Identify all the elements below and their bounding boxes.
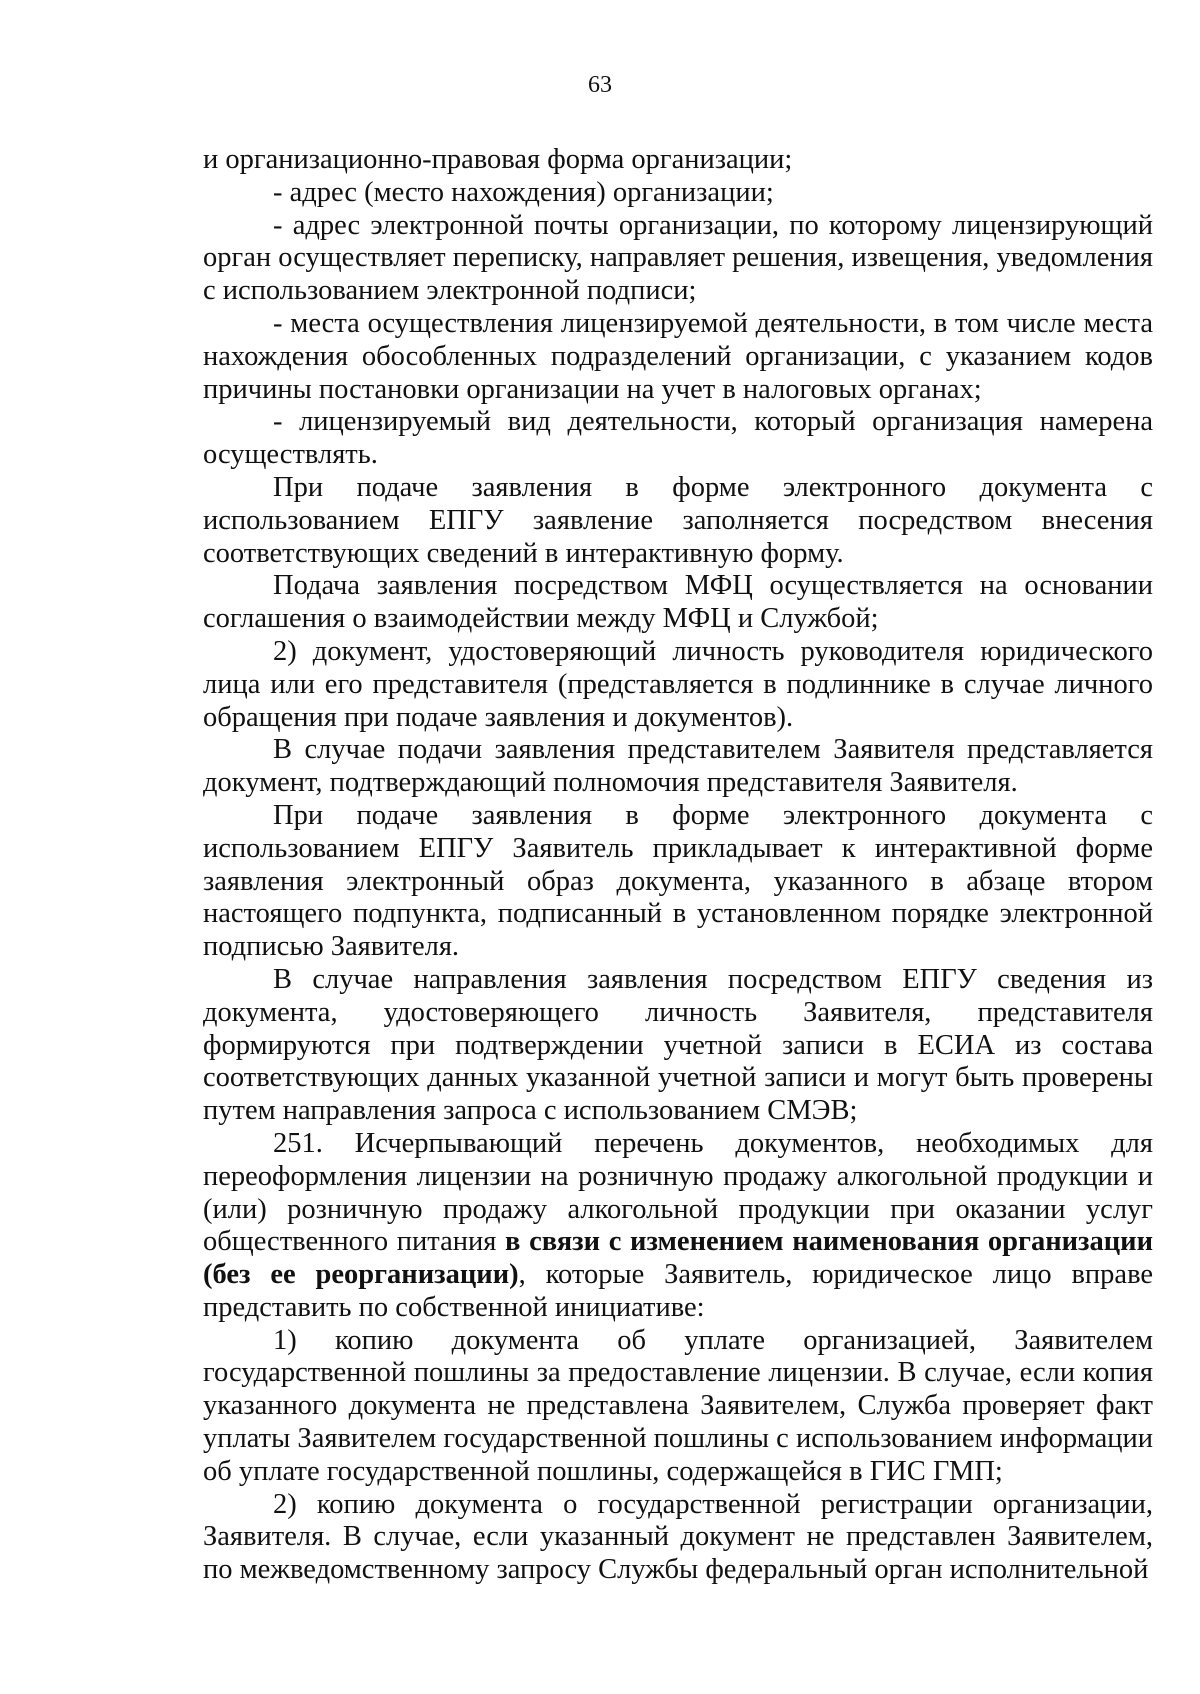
document-body [203, 144, 1153, 1587]
paragraph-4: - места осуществления лицензируемой деятельности, в том числе места нахождения обособленных подразделений организации, с указанием кодов причины постановки организации на учет в налоговых органах; [203, 307, 1153, 405]
paragraph-10: При подаче заявления в форме электронного документа с использованием ЕПГУ Заявитель прикладывает к интерактивной форме заявления электронный образ документа, указанного в абзаце втором настоящего подпункта, подписанный в установленном порядке электронной подписью Заявителя. [203, 799, 1153, 963]
paragraph-11: В случае направления заявления посредством ЕПГУ сведения из документа, удостоверяющего личность Заявителя, представителя формируются при подтверждении учетной записи в ЕСИА из состава соответствующих данных указанной учетной записи и могут быть проверены путем направления запроса с использованием СМЭВ; [203, 963, 1153, 1127]
paragraph-12-bold: в связи с изменением наименования организации (без ее реорганизации) [203, 1226, 1154, 1291]
paragraph-12 [203, 1128, 1153, 1325]
paragraph-14: 2) копию документа о государственной регистрации организации, Заявителя. В случае, если указанный документ не представлен Заявителем, по межведомственному запросу Службы федеральный орган исполнительной [203, 1488, 1153, 1586]
paragraph-8: 2) документ, удостоверяющий личность руководителя юридического лица или его представителя (представляется в подлиннике в случае личного обращения при подаче заявления и документов). [203, 635, 1153, 733]
paragraph-3: - адрес электронной почты организации, по которому лицензирующий орган осуществляет переписку, направляет решения, извещения, уведомления с использованием электронной подписи; [203, 209, 1153, 307]
paragraph-1: и организационно-правовая форма организации; [203, 144, 793, 175]
paragraph-12-end: , которые Заявитель, юридическое лицо вправе представить по собственной инициативе: [203, 1259, 1154, 1323]
paragraph-2: - адрес (место нахождения) организации; [273, 176, 774, 208]
paragraph-6: При подаче заявления в форме электронного документа с использованием ЕПГУ заявление заполняется посредством внесения соответствующих сведений в интерактивную форму. [203, 471, 1153, 569]
paragraph-5: - лицензируемый вид деятельности, который организация намерена осуществлять. [203, 406, 1153, 471]
page-number: 63 [588, 72, 612, 98]
paragraph-9: В случае подачи заявления представителем Заявителя представляется документ, подтверждающий полномочия представителя Заявителя. [203, 734, 1153, 799]
paragraph-12-start: 251. Исчерпывающий перечень документов, необходимых для переоформления лицензии на розничную продажу алкогольной продукции и (или) розничную продажу алкогольной продукции при оказании услуг общественного питания [203, 1127, 1153, 1258]
paragraph-13: 1) копию документа об уплате организацией, Заявителем государственной пошлины за предоставление лицензии. В случае, если копия указанного документа не представлена Заявителем, Служба проверяет факт уплаты Заявителем государственной пошлины с использованием информации об уплате государственной пошлины, содержащейся в ГИС ГМП; [203, 1324, 1153, 1487]
paragraph-7: Подача заявления посредством МФЦ осуществляется на основании соглашения о взаимодействии между МФЦ и Службой; [203, 570, 1153, 635]
